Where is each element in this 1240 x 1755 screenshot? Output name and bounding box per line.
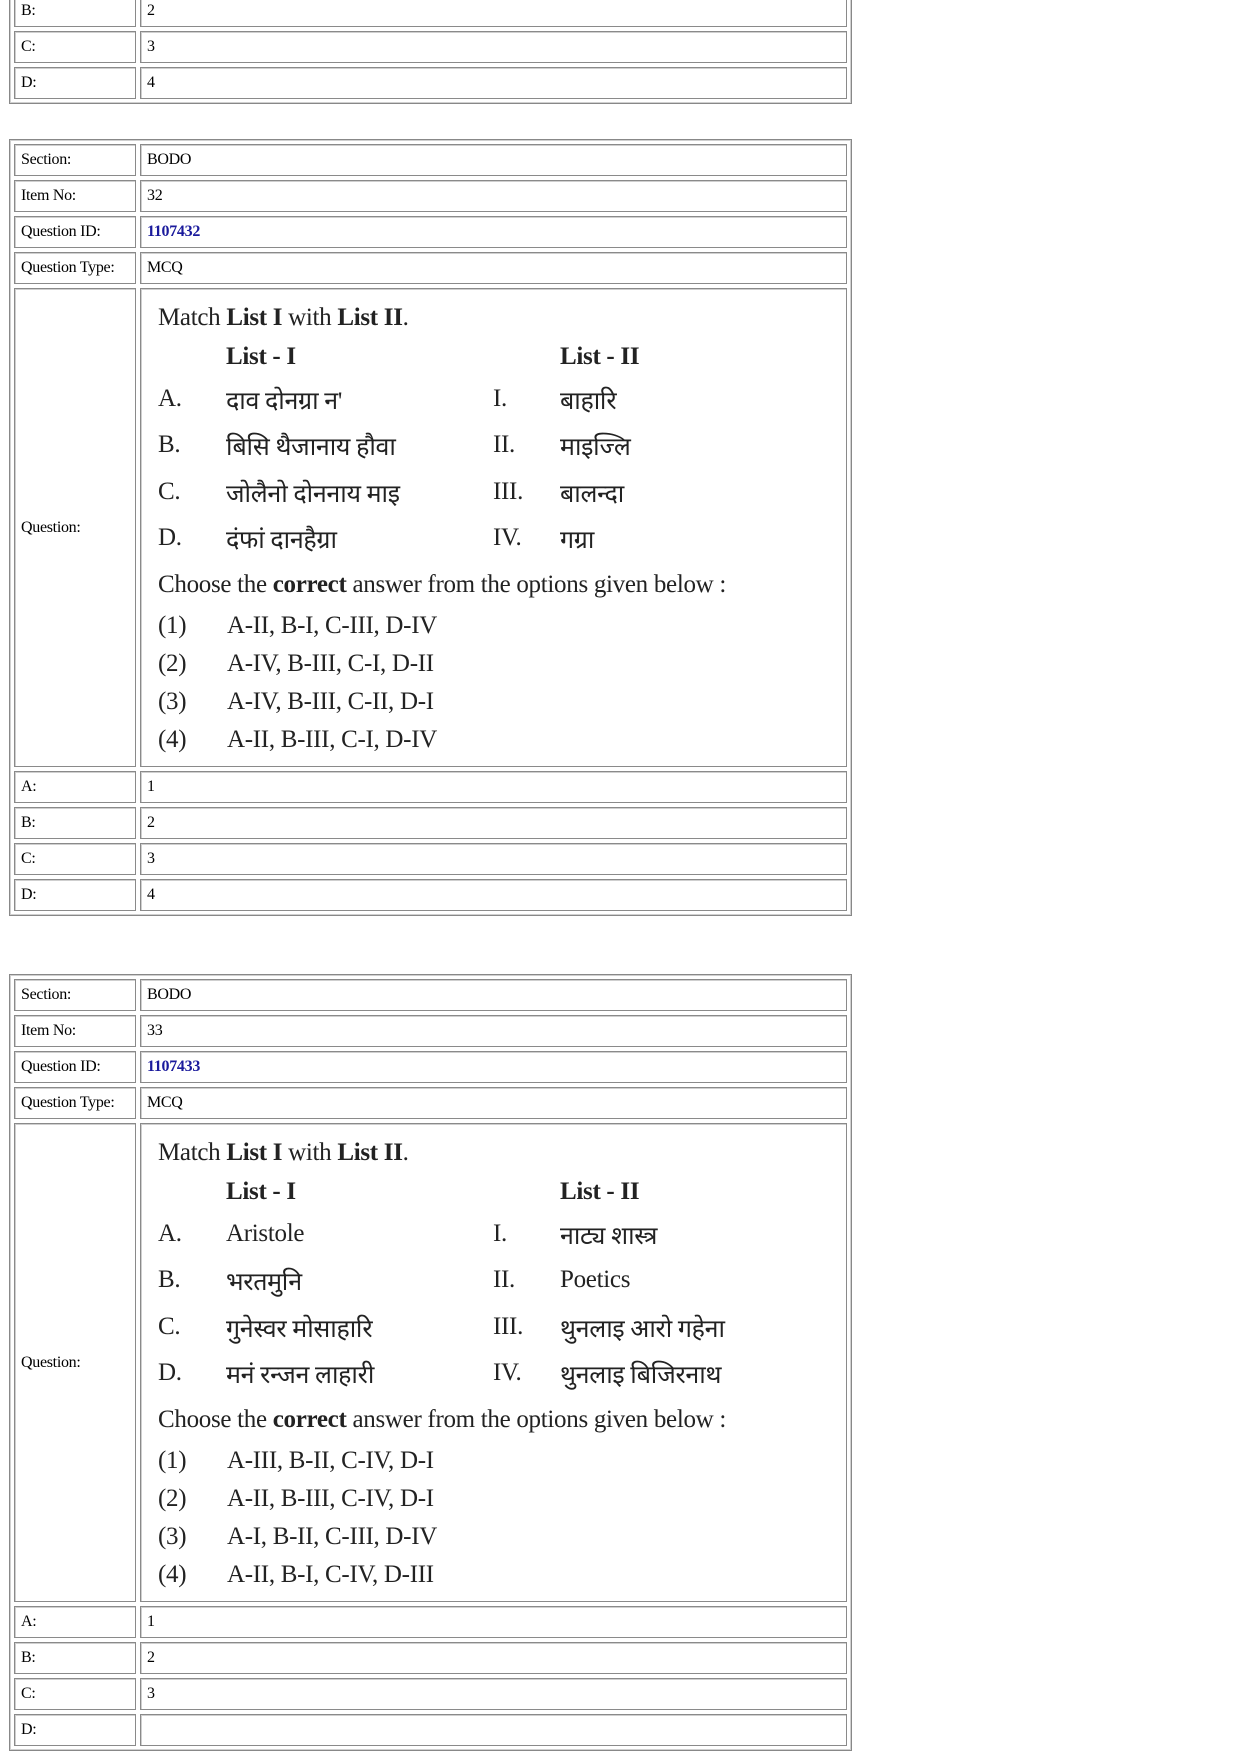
option-label: A: [14,1606,136,1638]
item-label: Item No: [14,1015,136,1047]
pair-letter: D. [158,1359,182,1386]
pair-letter: A. [158,1220,182,1247]
pair-item-b: बाहारि [560,388,617,415]
option-label: B: [14,807,136,839]
option-value: 3 [140,1678,847,1710]
question-id-row [14,216,847,248]
list-2-header: List - II [560,1178,640,1205]
option-row-a [14,1606,847,1638]
item-label: Item No: [14,180,136,212]
list-1-header: List - I [226,343,296,370]
pair-letter: B. [158,1266,181,1293]
option-label: B: [14,0,136,27]
option-row-b [14,0,847,27]
question-body [141,289,846,766]
choose-instruction: Choose the correct answer from the options given below : [158,571,727,598]
option-row-d [14,1714,847,1746]
option-label: C: [14,843,136,875]
item-row [14,1015,847,1047]
item-row [14,180,847,212]
pair-item-a: दंफां दानहैग्रा [226,527,337,554]
choice-text: A-I, B-II, C-III, D-IV [227,1523,437,1550]
question-content [140,1123,847,1602]
choice-number: (2) [158,1485,187,1512]
pair-item-a: Aristole [226,1220,305,1247]
question-id-value [140,1051,847,1083]
item-value: 33 [140,1015,847,1047]
pair-item-a: गुनेस्वर मोसाहारि [226,1316,373,1343]
pair-letter: D. [158,524,182,551]
option-row-b [14,1642,847,1674]
option-row-d [14,879,847,911]
option-row-c [14,31,847,63]
option-label: D: [14,879,136,911]
question-id-label: Question ID: [14,216,136,248]
option-value: 2 [140,0,847,27]
choice-number: (1) [158,612,187,639]
pair-letter: C. [158,478,181,505]
pair-letter: A. [158,385,182,412]
choice-number: (3) [158,688,187,715]
item-value: 32 [140,180,847,212]
pair-item-b: बालन्दा [560,481,624,508]
question-id-value [140,216,847,248]
option-value: 4 [140,879,847,911]
option-label: B: [14,1642,136,1674]
option-label: C: [14,31,136,63]
question-id-row [14,1051,847,1083]
question-type-label: Question Type: [14,252,136,284]
pair-item-b: Poetics [560,1266,631,1293]
question-id-label: Question ID: [14,1051,136,1083]
question-intro: Match List I with List II. [158,1139,409,1166]
question-label: Question: [14,288,136,767]
option-value: 3 [140,843,847,875]
choice-text: A-IV, B-III, C-I, D-II [227,650,434,677]
section-row [14,979,847,1011]
option-value: 2 [140,807,847,839]
question-row [14,288,847,767]
option-value: 2 [140,1642,847,1674]
option-row-c [14,843,847,875]
pair-item-a: बिसि थैजानाय हौवा [226,434,396,461]
choice-text: A-II, B-I, C-IV, D-III [227,1561,434,1588]
option-value: 4 [140,67,847,99]
section-label: Section: [14,979,136,1011]
choice-number: (3) [158,1523,187,1550]
pair-roman: I. [493,1220,507,1247]
pair-item-a: जोलैनो दोननाय माइ [226,481,400,508]
option-value: 1 [140,771,847,803]
option-value: 1 [140,1606,847,1638]
choice-number: (2) [158,650,187,677]
question-body [141,1124,846,1601]
option-label: C: [14,1678,136,1710]
pair-roman: I. [493,385,507,412]
pair-item-b: गग्रा [560,527,595,554]
choose-instruction: Choose the correct answer from the options given below : [158,1406,727,1433]
list-1-header: List - I [226,1178,296,1205]
pair-roman: II. [493,1266,516,1293]
pair-item-b: नाट्य शास्त्र [560,1223,658,1250]
option-label: D: [14,67,136,99]
option-row-c [14,1678,847,1710]
question-type-label: Question Type: [14,1087,136,1119]
question-id-link[interactable]: 1107432 [147,223,201,240]
section-row [14,144,847,176]
option-label: A: [14,771,136,803]
question-row [14,1123,847,1602]
previous-question-table [9,0,852,104]
section-value: BODO [140,979,847,1011]
question-33-table [9,974,852,1751]
choice-text: A-IV, B-III, C-II, D-I [227,688,434,715]
pair-item-b: थुनलाइ आरो गहेना [560,1316,725,1343]
choice-number: (4) [158,726,187,753]
pair-item-a: दाव दोनग्रा न' [226,388,343,415]
option-row-b [14,807,847,839]
option-value [140,1714,847,1746]
pair-letter: B. [158,431,181,458]
question-content [140,288,847,767]
option-row-a [14,771,847,803]
pair-letter: C. [158,1313,181,1340]
choice-text: A-III, B-II, C-IV, D-I [227,1447,434,1474]
list-2-header: List - II [560,343,640,370]
choice-number: (1) [158,1447,187,1474]
question-type-value: MCQ [140,1087,847,1119]
choice-text: A-II, B-III, C-I, D-IV [227,726,437,753]
choice-text: A-II, B-I, C-III, D-IV [227,612,437,639]
choice-text: A-II, B-III, C-IV, D-I [227,1485,434,1512]
pair-item-a: भरतमुनि [226,1269,302,1296]
section-label: Section: [14,144,136,176]
question-label: Question: [14,1123,136,1602]
question-type-row [14,1087,847,1119]
section-value: BODO [140,144,847,176]
pair-item-b: थुनलाइ बिजिरनाथ [560,1362,722,1389]
pair-roman: IV. [493,524,522,551]
option-label: D: [14,1714,136,1746]
option-value: 3 [140,31,847,63]
choice-number: (4) [158,1561,187,1588]
question-32-table [9,139,852,916]
question-type-row [14,252,847,284]
pair-roman: III. [493,1313,524,1340]
question-type-value: MCQ [140,252,847,284]
pair-item-b: माइज्लि [560,434,631,461]
pair-roman: II. [493,431,516,458]
pair-roman: III. [493,478,524,505]
question-id-link[interactable]: 1107433 [147,1058,201,1075]
pair-roman: IV. [493,1359,522,1386]
question-intro: Match List I with List II. [158,304,409,331]
option-row-d [14,67,847,99]
pair-item-a: मनं रन्जन लाहारी [226,1362,375,1389]
